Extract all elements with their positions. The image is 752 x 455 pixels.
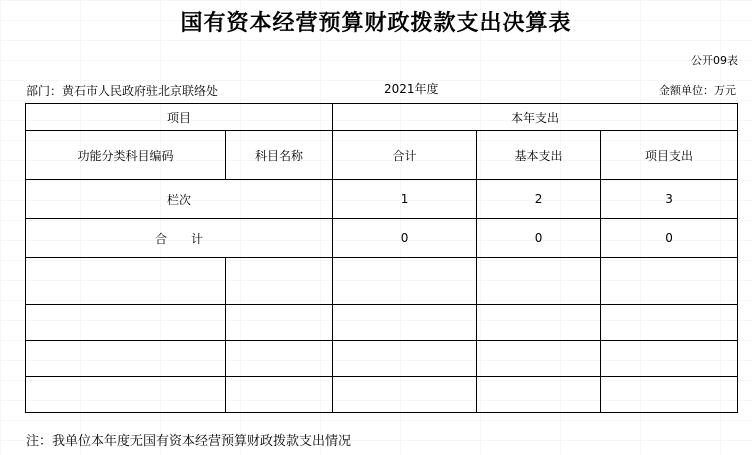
total-label: 合 计: [26, 219, 333, 258]
unit-label: 金额单位：万元: [659, 84, 736, 97]
table-row: [26, 341, 738, 377]
empty-cell[interactable]: [477, 258, 601, 305]
table-subheader-row: [26, 131, 738, 180]
empty-cell[interactable]: [226, 377, 333, 413]
table-row: [26, 305, 738, 341]
column-index-label: 栏次: [26, 180, 333, 219]
empty-cell[interactable]: [26, 258, 226, 305]
empty-cell[interactable]: [601, 258, 738, 305]
col-code-header: 功能分类科目编码: [26, 131, 226, 180]
col-project-header: 项目支出: [601, 131, 738, 180]
table-row: [26, 377, 738, 413]
empty-cell[interactable]: [477, 341, 601, 377]
empty-cell[interactable]: [477, 377, 601, 413]
total-basic-value: 0: [477, 219, 601, 258]
page-title: 国有资本经营预算财政拨款支出决算表: [180, 10, 572, 36]
column-index-basic: 2: [477, 180, 601, 219]
expenditure-table: [25, 103, 738, 413]
empty-cell[interactable]: [601, 377, 738, 413]
total-value: 0: [333, 219, 477, 258]
total-row: [26, 219, 738, 258]
empty-cell[interactable]: [226, 341, 333, 377]
col-total-header: 合计: [333, 131, 477, 180]
total-project-value: 0: [601, 219, 738, 258]
empty-cell[interactable]: [601, 305, 738, 341]
empty-cell[interactable]: [477, 305, 601, 341]
empty-cell[interactable]: [226, 305, 333, 341]
year-label: 2021年度: [384, 82, 439, 96]
empty-cell[interactable]: [26, 305, 226, 341]
header-expense-cell: 本年支出: [333, 104, 738, 131]
empty-cell[interactable]: [333, 377, 477, 413]
empty-cell[interactable]: [26, 341, 226, 377]
column-index-total: 1: [333, 180, 477, 219]
header-item-cell: 项目: [26, 104, 333, 131]
column-index-row: [26, 180, 738, 219]
empty-cell[interactable]: [333, 305, 477, 341]
empty-cell[interactable]: [26, 377, 226, 413]
empty-cell[interactable]: [333, 258, 477, 305]
table-row: [26, 258, 738, 305]
department-label: 部门：黄石市人民政府驻北京联络处: [26, 84, 219, 98]
form-number: 公开09表: [691, 54, 738, 67]
col-basic-header: 基本支出: [477, 131, 601, 180]
empty-cell[interactable]: [226, 258, 333, 305]
table-header-row: [26, 104, 738, 131]
empty-cell[interactable]: [333, 341, 477, 377]
footnote: 注：我单位本年度无国有资本经营预算财政拨款支出情况: [26, 434, 352, 449]
empty-cell[interactable]: [601, 341, 738, 377]
col-name-header: 科目名称: [226, 131, 333, 180]
column-index-project: 3: [601, 180, 738, 219]
